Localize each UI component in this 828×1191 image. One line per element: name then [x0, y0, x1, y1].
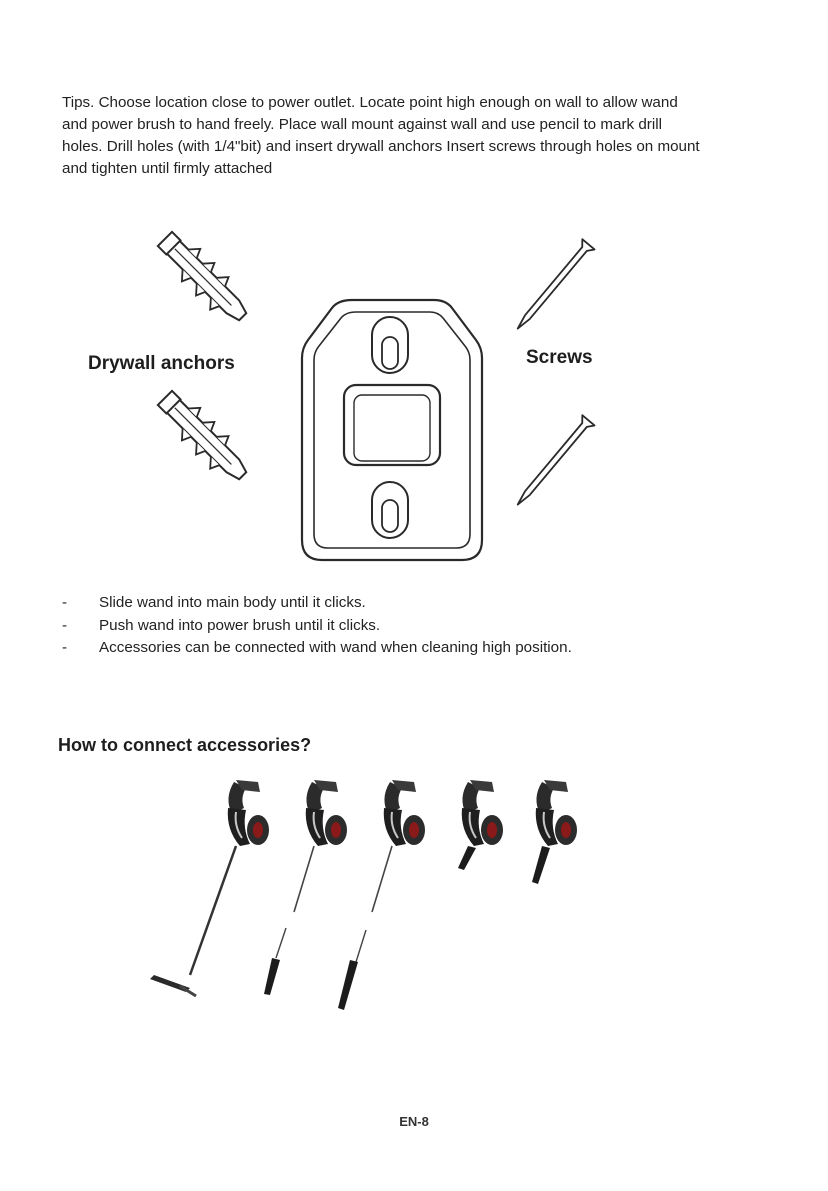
drywall-anchor-bottom — [152, 385, 255, 488]
bullet-text: Push wand into power brush until it clicks. — [99, 616, 381, 634]
config-handheld-crevice-nozzle — [532, 780, 577, 884]
screw-bottom — [512, 415, 595, 510]
screws-label: Screws — [526, 347, 593, 368]
list-item — [62, 592, 762, 615]
list-item — [62, 615, 762, 638]
bullet-dash: - — [62, 616, 68, 634]
drywall-anchor-top — [152, 226, 255, 329]
wall-mount-bracket — [302, 300, 482, 560]
config-wand-long-tool — [338, 780, 425, 1010]
bullet-dash: - — [62, 594, 68, 611]
list-item — [62, 637, 762, 660]
drywall-anchors-label: Drywall anchors — [88, 353, 235, 374]
screw-top — [512, 239, 595, 334]
tips-paragraph: Tips. Choose location close to power outlet. Locate point high enough on wall to allow wand and power brush to hand freely. Place wall mount against wall and use pencil to mark drill holes. Drill holes (with 1/4"bit) and insert drywall anchors Insert screws through holes on mount and tighten until firmly attached — [62, 94, 700, 177]
config-handheld-short-nozzle — [458, 780, 503, 870]
page-number: EN-8 — [399, 1114, 429, 1129]
config-wand-crevice-tool — [264, 780, 347, 995]
bullet-text: Accessories can be connected with wand when cleaning high position. — [99, 639, 572, 656]
config-wand-floor-brush — [150, 780, 269, 996]
bullet-dash: - — [62, 639, 68, 656]
section-title: How to connect accessories? — [58, 735, 312, 755]
bullet-text: Slide wand into main body until it clicks. — [99, 594, 366, 611]
instruction-list — [62, 592, 762, 660]
